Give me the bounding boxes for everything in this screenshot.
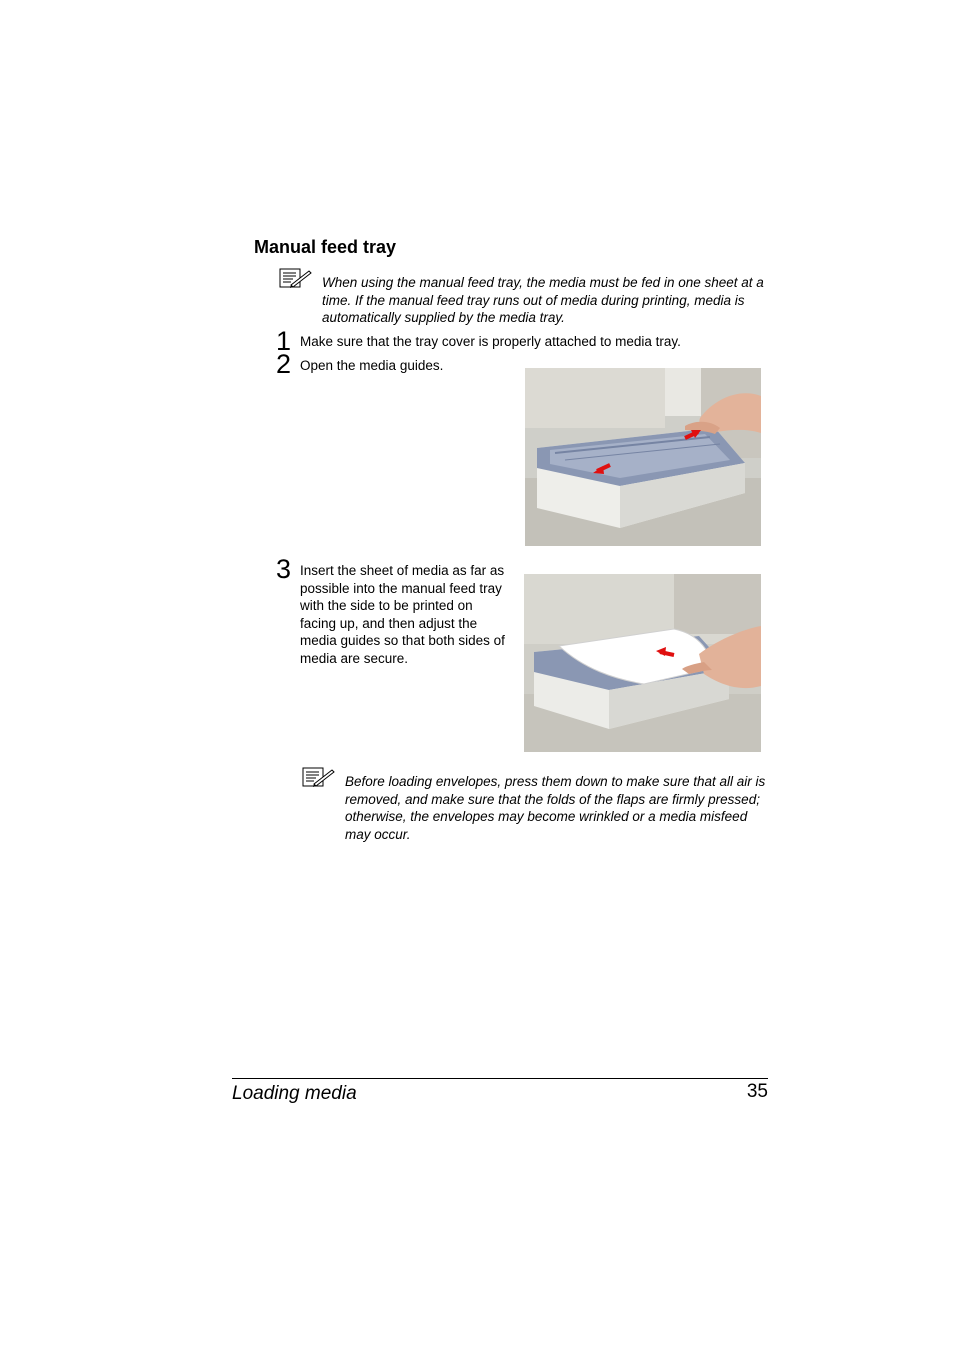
step-text: Make sure that the tray cover is properly attached to media tray. (300, 334, 681, 349)
note-pencil-icon (302, 767, 336, 789)
section-title: Manual feed tray (254, 237, 397, 257)
page-number: 35 (746, 1081, 768, 1102)
step-number: 3 (276, 554, 292, 584)
photo-insert-media (524, 574, 761, 752)
step-number: 2 (276, 349, 292, 379)
step-text: Open the media guides. (300, 358, 444, 373)
note-text: Before loading envelopes, press them down to make sure that all air is removed, and make sure that the folds of the flaps are firmly pressed; otherwise, the envelopes may become wrinkled or a media misfeed may occur. (345, 774, 766, 842)
footer-divider (232, 1078, 768, 1079)
note-pencil-icon (279, 268, 313, 290)
footer-chapter-title: Loading media (232, 1083, 357, 1104)
step-number: 1 (276, 326, 292, 356)
note-text: When using the manual feed tray, the media must be fed in one sheet at a time. If the manual feed tray runs out of media during printing, media is automatically supplied by the media tray. (322, 275, 764, 326)
step-text: Insert the sheet of media as far as possible into the manual feed tray with the side to be printed on facing up, and then adjust the media guides so that both sides of media are secure. (300, 563, 505, 666)
photo-open-media-guides (525, 368, 761, 546)
